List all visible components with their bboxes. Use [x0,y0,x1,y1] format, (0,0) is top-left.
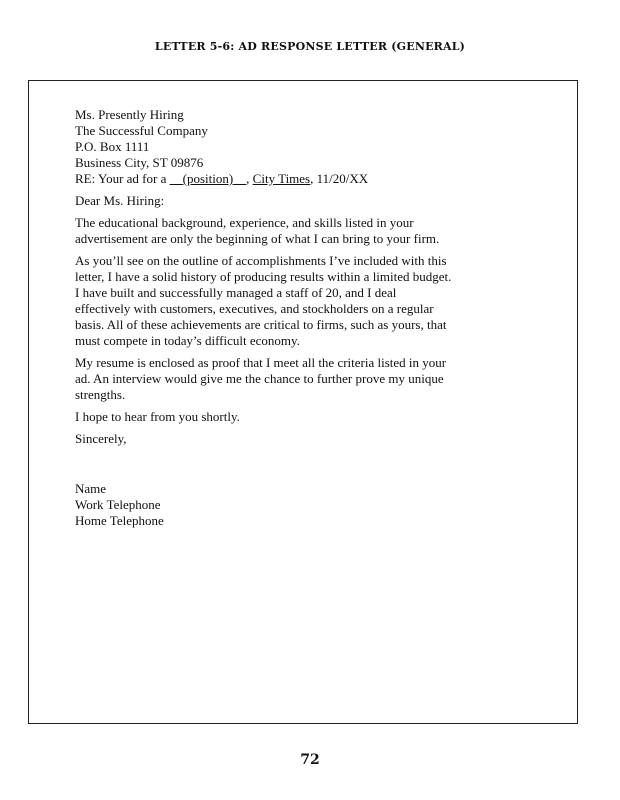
re-prefix: RE: Your ad for a [75,171,170,186]
paragraph-4: I hope to hear from you shortly. [75,409,240,424]
recipient-address [75,107,485,187]
letter-body [75,107,485,529]
salutation: Dear Ms. Hiring: [75,193,165,208]
publication-name: City Times [252,171,311,186]
page-number: 72 [300,752,320,768]
position-blank: (position) [182,171,234,186]
signature-name: Name [75,481,107,496]
signature-work-phone: Work Telephone [75,497,161,512]
closing: Sincerely, [75,431,127,446]
re-line [75,171,485,187]
signature-home-phone: Home Telephone [75,513,164,528]
paragraph-2: As you’ll see on the outline of accomplishments I’ve included with this letter, I have a solid history of producing results within a limited budget. I have built and successfully managed a staff of 20, and I deal effectively with customers, executives, and stockholders on a regular basis. All of these achievements are critical to firms, such as yours, that must compete in today’s difficult economy. [75,253,452,348]
recipient-company: The Successful Company [75,123,208,138]
recipient-name: Ms. Presently Hiring [75,107,184,122]
re-separator: , [246,171,253,186]
recipient-po-box: P.O. Box 1111 [75,139,150,154]
signature-block [75,481,485,529]
paragraph-1: The educational background, experience, and skills listed in your advertisement are only the beginning of what I can bring to your firm. [75,215,440,246]
page-title: LETTER 5-6: AD RESPONSE LETTER (GENERAL) [154,40,466,53]
recipient-city-state-zip: Business City, ST 09876 [75,155,204,170]
re-date: , 11/20/XX [310,171,369,186]
paragraph-3: My resume is enclosed as proof that I meet all the criteria listed in your ad. An interview would give me the chance to further prove my unique strengths. [75,355,447,402]
